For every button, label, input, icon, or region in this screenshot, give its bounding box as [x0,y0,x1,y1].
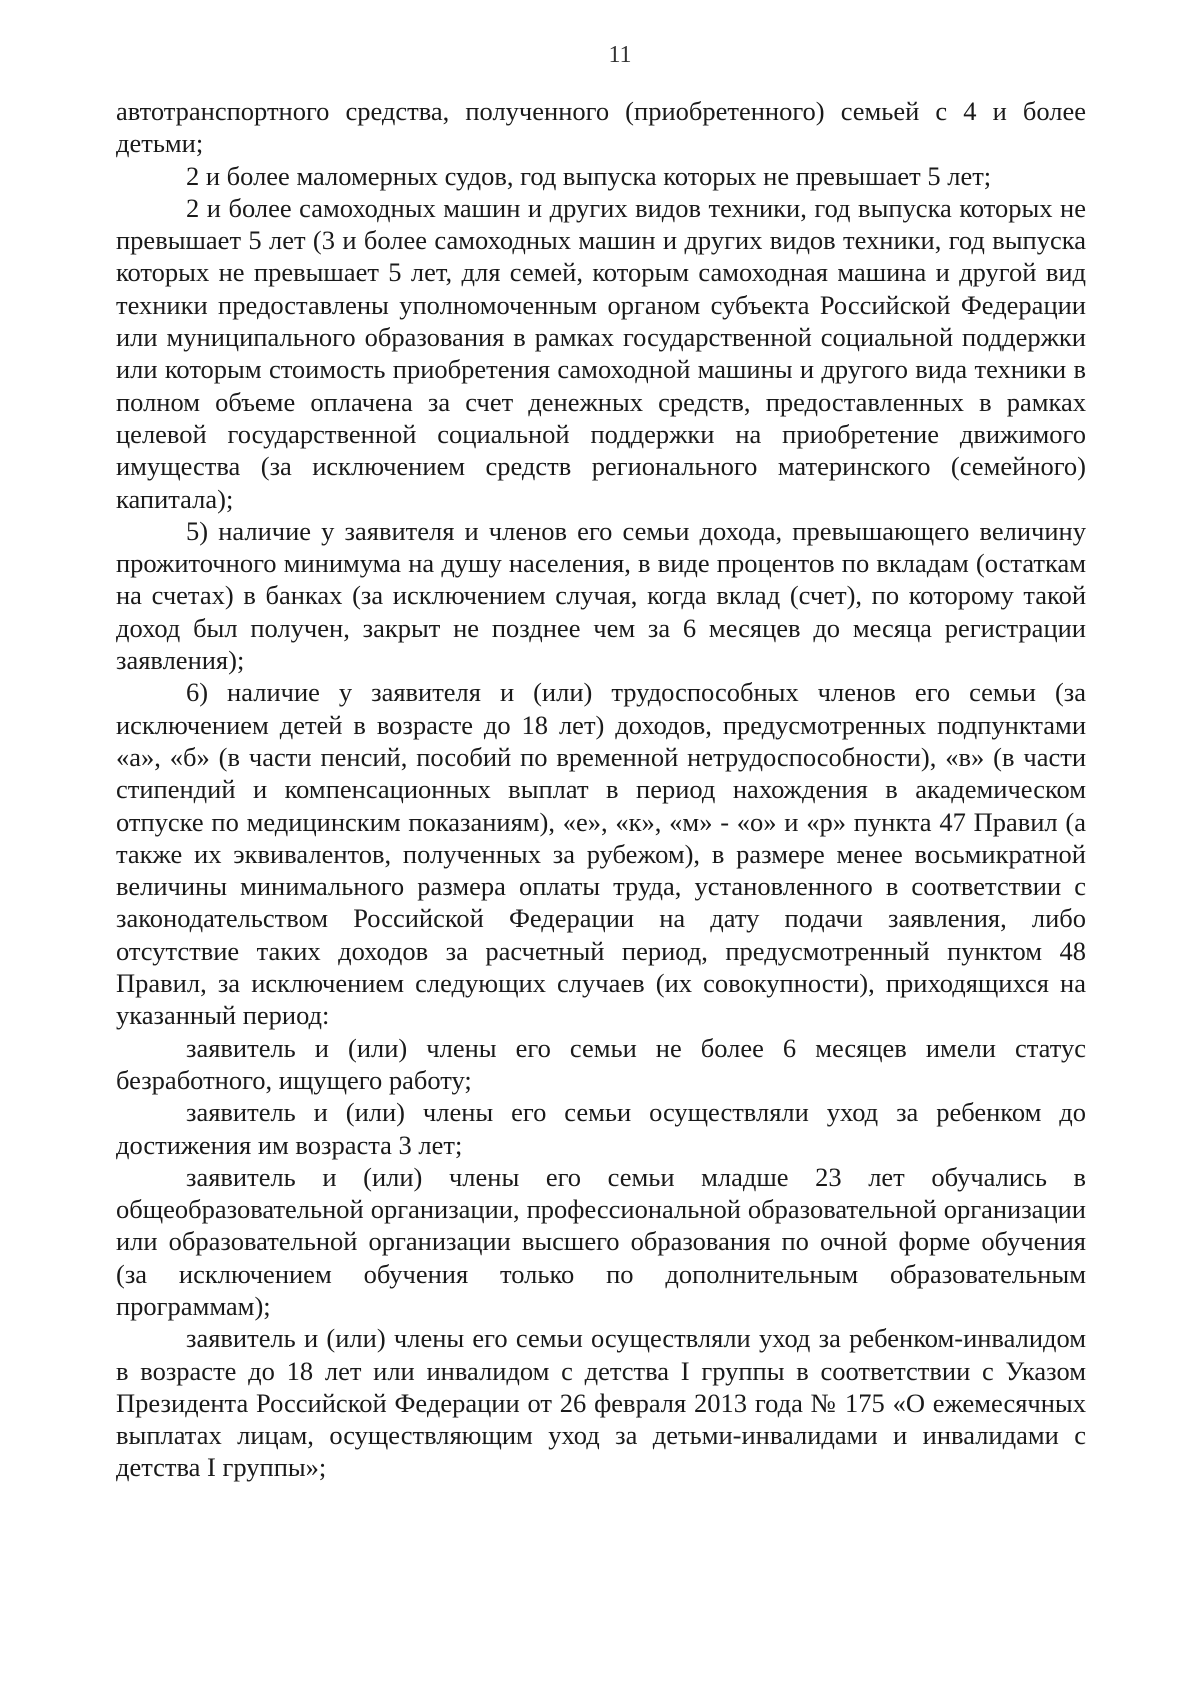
paragraph-continuation: автотранспортного средства, полученного (приобретенного) семьей с 4 и более детьми; [116,96,1086,159]
paragraph-small-vessels: 2 и более маломерных судов, год выпуска которых не превышает 5 лет; [186,160,992,191]
paragraph-item-5: 5) наличие у заявителя и членов его семьи дохода, превышающего величину прожиточного минимума на душу населения, в виде процентов по вкладам (остаткам на счетах) в банках (за исключением случая, когда вклад (счет), по которому такой доход был получен, закрыт не позднее чем за 6 месяцев до месяца регистрации заявления); [116,515,1086,676]
paragraph-childcare: заявитель и (или) члены его семьи осуществляли уход за ребенком до достижения им возраста 3 лет; [116,1097,1086,1160]
paragraph-disabled-care: заявитель и (или) члены его семьи осуществляли уход за ребенком-инвалидом в возрасте до 18 лет или инвалидом с детства I группы в соответствии с Указом Президента Российской Федерации от 26 февраля 2013 года № 175 «О ежемесячных выплатах лицам, осуществляющим уход за детьми-инвалидами и инвалидами с детства I группы»; [116,1323,1086,1483]
paragraph-item-6: 6) наличие у заявителя и (или) трудоспособных членов его семьи (за исключением детей в возрасте до 18 лет) доходов, предусмотренных подпунктами «а», «б» (в части пенсий, пособий по временной нетрудоспособности), «в» (в части стипендий и компенсационных выплат в период нахождения в академическом отпуске по медицинским показаниям), «е», «к», «м» - «о» и «р» пункта 47 Правил (а также их эквивалентов, полученных за рубежом), в размере менее восьмикратной величины минимального размера оплаты труда, установленного в соответствии с законодательством Российской Федерации на дату подачи заявления, либо отсутствие таких доходов за расчетный период, предусмотренный пунктом 48 Правил, за исключением следующих случаев (их совокупности), приходящихся на указанный период: [116,677,1086,1031]
page-number: 11 [608,42,632,68]
document-body [116,95,1086,1484]
paragraph-self-propelled-machines: 2 и более самоходных машин и других видов техники, год выпуска которых не превышает 5 лет (3 и более самоходных машин и других видов техники, год выпуска которых не превышает 5 лет, для семей, которым самоходная машина и другой вид техники предоставлены уполномоченным органом субъекта Российской Федерации или муниципального образования в рамках государственной социальной поддержки или которым стоимость приобретения самоходной машины и другого вида техники в полном объеме оплачена за счет денежных средств, предоставленных в рамках целевой государственной социальной поддержки на приобретение движимого имущества (за исключением средств регионального материнского (семейного) капитала); [116,192,1086,514]
paragraph-unemployed: заявитель и (или) члены его семьи не более 6 месяцев имели статус безработного, ищущего работу; [116,1032,1086,1095]
paragraph-education: заявитель и (или) члены его семьи младше 23 лет обучались в общеобразовательной организации, профессиональной образовательной организации или образовательной организации высшего образования по очной форме обучения (за исключением обучения только по дополнительным образовательным программам); [116,1161,1086,1321]
